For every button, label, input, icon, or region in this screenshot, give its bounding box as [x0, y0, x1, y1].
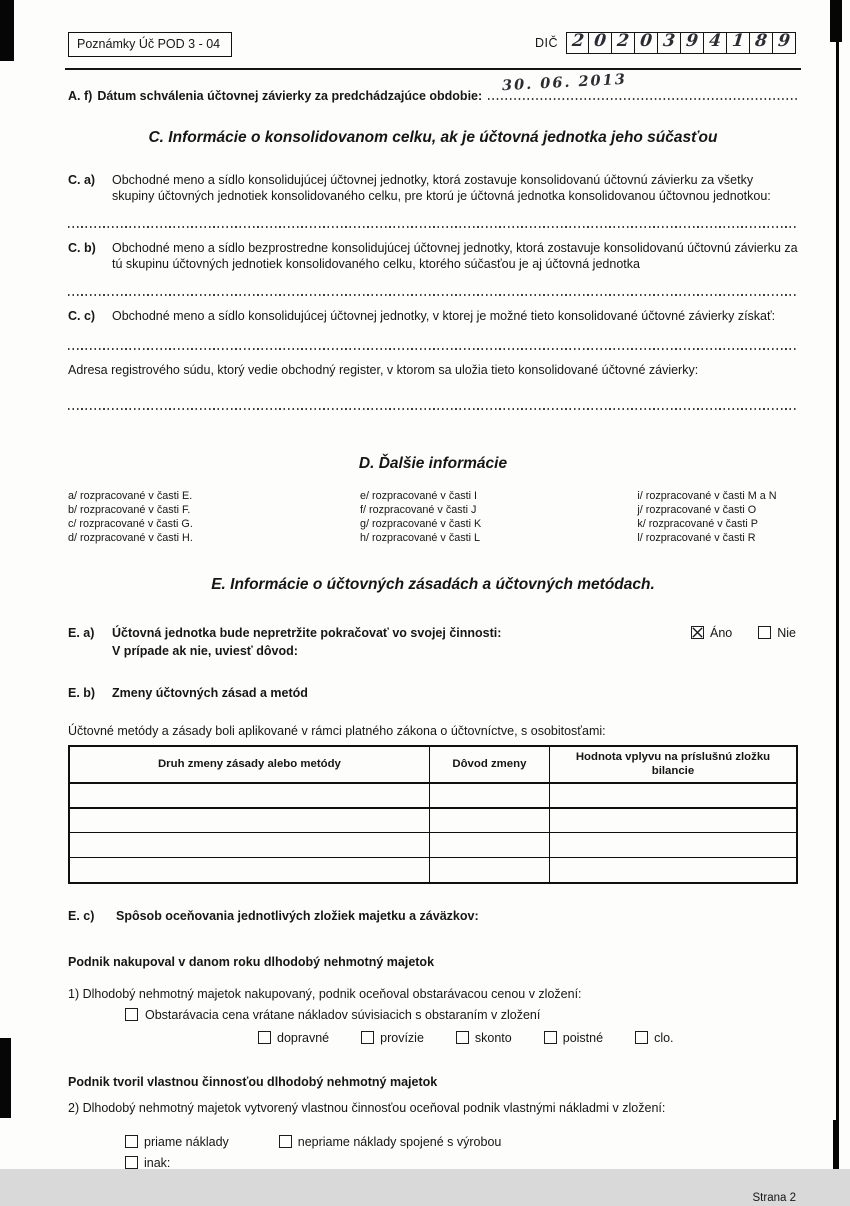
checkbox-acquisition-cost[interactable] — [125, 1008, 138, 1021]
field-approval-date — [68, 70, 798, 104]
form-title-box — [68, 32, 232, 57]
table-cell-empty[interactable] — [69, 808, 429, 833]
checkbox-poistne[interactable] — [544, 1031, 557, 1044]
checkbox-provizie[interactable] — [361, 1031, 374, 1044]
section-d-columns — [68, 489, 798, 545]
fill-line[interactable] — [68, 348, 798, 350]
table-cell-empty[interactable] — [549, 808, 797, 833]
d-item: g/ rozpracované v časti K — [360, 517, 482, 530]
table-cell-empty[interactable] — [429, 833, 549, 858]
d-item: b/ rozpracované v časti F. — [68, 503, 191, 516]
checkbox-option-clo[interactable] — [635, 1030, 673, 1046]
checkbox-label: poistné — [562, 1030, 604, 1045]
col-header-reason: Dôvod zmeny — [429, 746, 549, 783]
form-title: Poznámky Úč POD 3 - 04 — [77, 37, 221, 51]
d-item: d/ rozpracované v časti H. — [68, 531, 193, 544]
dic-digit-cell[interactable]: 1 — [727, 32, 750, 54]
checkbox-acquisition-cost-row — [68, 1007, 798, 1023]
col-header-impact: Hodnota vplyvu na príslušnú zložku bilancie — [549, 746, 797, 783]
checkbox-label: skonto — [474, 1030, 512, 1045]
paragraph-label: C. b) — [68, 240, 96, 255]
form-header — [68, 32, 798, 57]
table-cell-empty[interactable] — [429, 783, 549, 808]
table-header-row — [69, 746, 797, 783]
paragraph-text: Obchodné meno a sídlo konsolidujúcej účtovnej jednotky, v ktorej je možné tieto konsolidované účtovné závierky získať: — [112, 308, 776, 323]
table-cell-empty[interactable] — [549, 783, 797, 808]
scan-artifact — [833, 1120, 839, 1169]
checkbox-option-priame[interactable] — [125, 1134, 229, 1150]
paragraph-text: Obchodné meno a sídlo bezprostredne konsolidujúcej účtovnej jednotky, ktorá zostavuje konsolidovanú účtovnú závierku za tú skupinu účtovných jednotiek konsolidovaného celku, ktorého súčasťou je aj účtovná jednotka — [112, 240, 798, 271]
table-cell-empty[interactable] — [69, 783, 429, 808]
changes-table — [68, 745, 798, 884]
checkbox-label: clo. — [654, 1030, 674, 1045]
table-cell-empty[interactable] — [429, 808, 549, 833]
fill-line[interactable] — [68, 408, 798, 410]
own-cost-components-row — [68, 1134, 798, 1150]
dic-digit-cell[interactable]: 3 — [658, 32, 681, 54]
table-row — [69, 808, 797, 833]
table-intro-text: Účtovné metódy a zásady boli aplikované v rámci platného zákona o účtovníctve, s osobitosťami: — [68, 723, 606, 738]
d-item: f/ rozpracované v časti J — [360, 503, 477, 516]
checkbox-label: Nie — [777, 625, 796, 640]
d-item: h/ rozpracované v časti L — [360, 531, 481, 544]
dic-group — [535, 32, 796, 54]
d-item: a/ rozpracované v časti E. — [68, 489, 193, 502]
heading-e-c — [68, 908, 798, 924]
d-column-2 — [360, 489, 637, 545]
paragraph-c-a — [68, 172, 798, 204]
scan-artifact — [0, 1038, 11, 1118]
scan-artifact — [836, 0, 839, 1169]
checkbox-inak[interactable] — [125, 1156, 138, 1169]
section-e-title: E. Informácie o účtovných zásadách a účtovných metódach. — [211, 575, 655, 593]
paragraph-c-c — [68, 308, 798, 324]
heading-label: E. b) — [68, 685, 96, 700]
checkbox-skonto[interactable] — [456, 1031, 469, 1044]
checkbox-dopravne[interactable] — [258, 1031, 271, 1044]
question-label: E. a) — [68, 625, 95, 640]
dic-digit-cell[interactable]: 9 — [773, 32, 796, 54]
d-item: c/ rozpracované v časti G. — [68, 517, 193, 530]
checkbox-option-skonto[interactable] — [456, 1030, 512, 1046]
field-text: Dátum schválenia účtovnej závierky za predchádzajúce obdobie: — [97, 89, 483, 103]
checkbox-option-provizie[interactable] — [361, 1030, 424, 1046]
table-row — [69, 833, 797, 858]
checkbox-label: inak: — [144, 1155, 171, 1170]
checkbox-nie[interactable] — [758, 626, 771, 639]
dic-digit-cell[interactable]: 9 — [681, 32, 704, 54]
table-row — [69, 783, 797, 808]
d-item: e/ rozpracované v časti I — [360, 489, 478, 502]
heading-text: Spôsob oceňovania jednotlivých zložiek majetku a záväzkov: — [116, 908, 479, 923]
table-cell-empty[interactable] — [549, 833, 797, 858]
handwritten-date: 30. 06. 2013 — [501, 70, 628, 95]
paragraph-c-b — [68, 240, 798, 272]
checkbox-label: Obstarávacia cena vrátane nákladov súvisiacich s obstaraním v zložení — [145, 1007, 541, 1022]
dic-input-grid — [566, 32, 796, 54]
item-2-text: 2) Dlhodobý nehmotný majetok vytvorený vlastnou činnosťou oceňoval podnik vlastnými nákladmi v zložení: — [68, 1100, 666, 1115]
checkbox-option-poistne[interactable] — [544, 1030, 603, 1046]
question-text: Účtovná jednotka bude nepretržite pokračovať vo svojej činnosti: — [112, 625, 502, 640]
scan-artifact — [0, 0, 14, 61]
checkbox-label: Áno — [709, 625, 733, 640]
paragraph-label: C. a) — [68, 172, 96, 187]
dic-digit-cell[interactable]: 0 — [589, 32, 612, 54]
d-item: i/ rozpracované v časti M a N — [637, 489, 777, 502]
table-cell-empty[interactable] — [549, 858, 797, 883]
paragraph-label: C. c) — [68, 308, 96, 323]
checkbox-priame-naklady[interactable] — [125, 1135, 138, 1148]
checkbox-label: dopravné — [277, 1030, 330, 1045]
dic-digit-cell[interactable]: 8 — [750, 32, 773, 54]
question-going-concern — [68, 625, 798, 641]
heading-e-b — [68, 685, 798, 701]
section-d-title: D. Ďalšie informácie — [358, 454, 508, 472]
paragraph-registry — [68, 362, 798, 378]
col-header-change-type: Druh zmeny zásady alebo metódy — [69, 746, 429, 783]
heading-self-created-intangibles: Podnik tvoril vlastnou činnosťou dlhodobý nehmotný majetok — [68, 1074, 438, 1089]
checkbox-option-nepriame[interactable] — [279, 1134, 502, 1150]
table-cell-empty[interactable] — [429, 858, 549, 883]
dic-digit-cell[interactable]: 4 — [704, 32, 727, 54]
d-column-3 — [637, 489, 798, 545]
paragraph-text: Adresa registrového súdu, ktorý vedie obchodný register, v ktorom sa uložia tieto konsolidované účtovné závierky: — [68, 362, 699, 377]
dic-label: DIČ — [534, 36, 558, 50]
approval-date-fill-line[interactable] — [488, 70, 798, 100]
cost-components-row — [68, 1030, 798, 1046]
checkbox-option-ano[interactable] — [691, 625, 732, 641]
section-c-title: C. Informácie o konsolidovanom celku, ak je účtovná jednotka jeho súčasťou — [148, 129, 718, 146]
checkbox-nepriame-naklady[interactable] — [279, 1135, 292, 1148]
table-cell-empty[interactable] — [69, 858, 429, 883]
d-item: l/ rozpracované v časti R — [637, 531, 756, 544]
field-label: A. f) — [68, 89, 93, 103]
checkbox-inak-row — [68, 1155, 798, 1171]
checkbox-option-nie[interactable] — [758, 625, 796, 641]
heading-purchased-intangibles: Podnik nakupoval v danom roku dlhodobý nehmotný majetok — [68, 954, 435, 969]
checkbox-option-inak[interactable] — [125, 1155, 798, 1171]
heading-text: Zmeny účtovných zásad a metód — [112, 685, 308, 700]
checkbox-clo[interactable] — [635, 1031, 648, 1044]
d-item: j/ rozpracované v časti O — [637, 503, 757, 516]
dic-digit-cell[interactable]: 2 — [612, 32, 635, 54]
checkbox-ano[interactable] — [691, 626, 704, 639]
d-item: k/ rozpracované v časti P — [637, 517, 759, 530]
checkbox-label: priame náklady — [144, 1134, 229, 1149]
dic-digit-cell[interactable]: 2 — [566, 32, 589, 54]
d-column-1 — [68, 489, 360, 545]
table-row — [69, 858, 797, 883]
item-1-text: 1) Dlhodobý nehmotný majetok nakupovaný, podnik oceňoval obstarávacou cenou v zložení: — [68, 986, 582, 1001]
checkbox-label: provízie — [380, 1030, 424, 1045]
header-divider — [65, 68, 801, 70]
scan-artifact — [830, 0, 842, 42]
table-cell-empty[interactable] — [69, 833, 429, 858]
question-subtext: V prípade ak nie, uviesť dôvod: — [112, 643, 298, 658]
checkbox-option-dopravne[interactable] — [258, 1030, 329, 1046]
fill-line[interactable] — [68, 294, 798, 296]
fill-line[interactable] — [68, 226, 798, 228]
checkbox-label: nepriame náklady spojené s výrobou — [297, 1134, 502, 1149]
dic-digit-cell[interactable]: 0 — [635, 32, 658, 54]
x-mark-icon — [692, 627, 703, 638]
heading-label: E. c) — [68, 908, 95, 923]
paragraph-text: Obchodné meno a sídlo konsolidujúcej účtovnej jednotky, ktorá zostavuje konsolidovanú účtovnú závierku za všetky skupiny účtovných jednotiek konsolidovaného celku, pre ktorú je účtovná jednotka konsolidovanou účtovnou jednotkou: — [112, 172, 771, 203]
page-number: Strana 2 — [752, 1191, 796, 1204]
